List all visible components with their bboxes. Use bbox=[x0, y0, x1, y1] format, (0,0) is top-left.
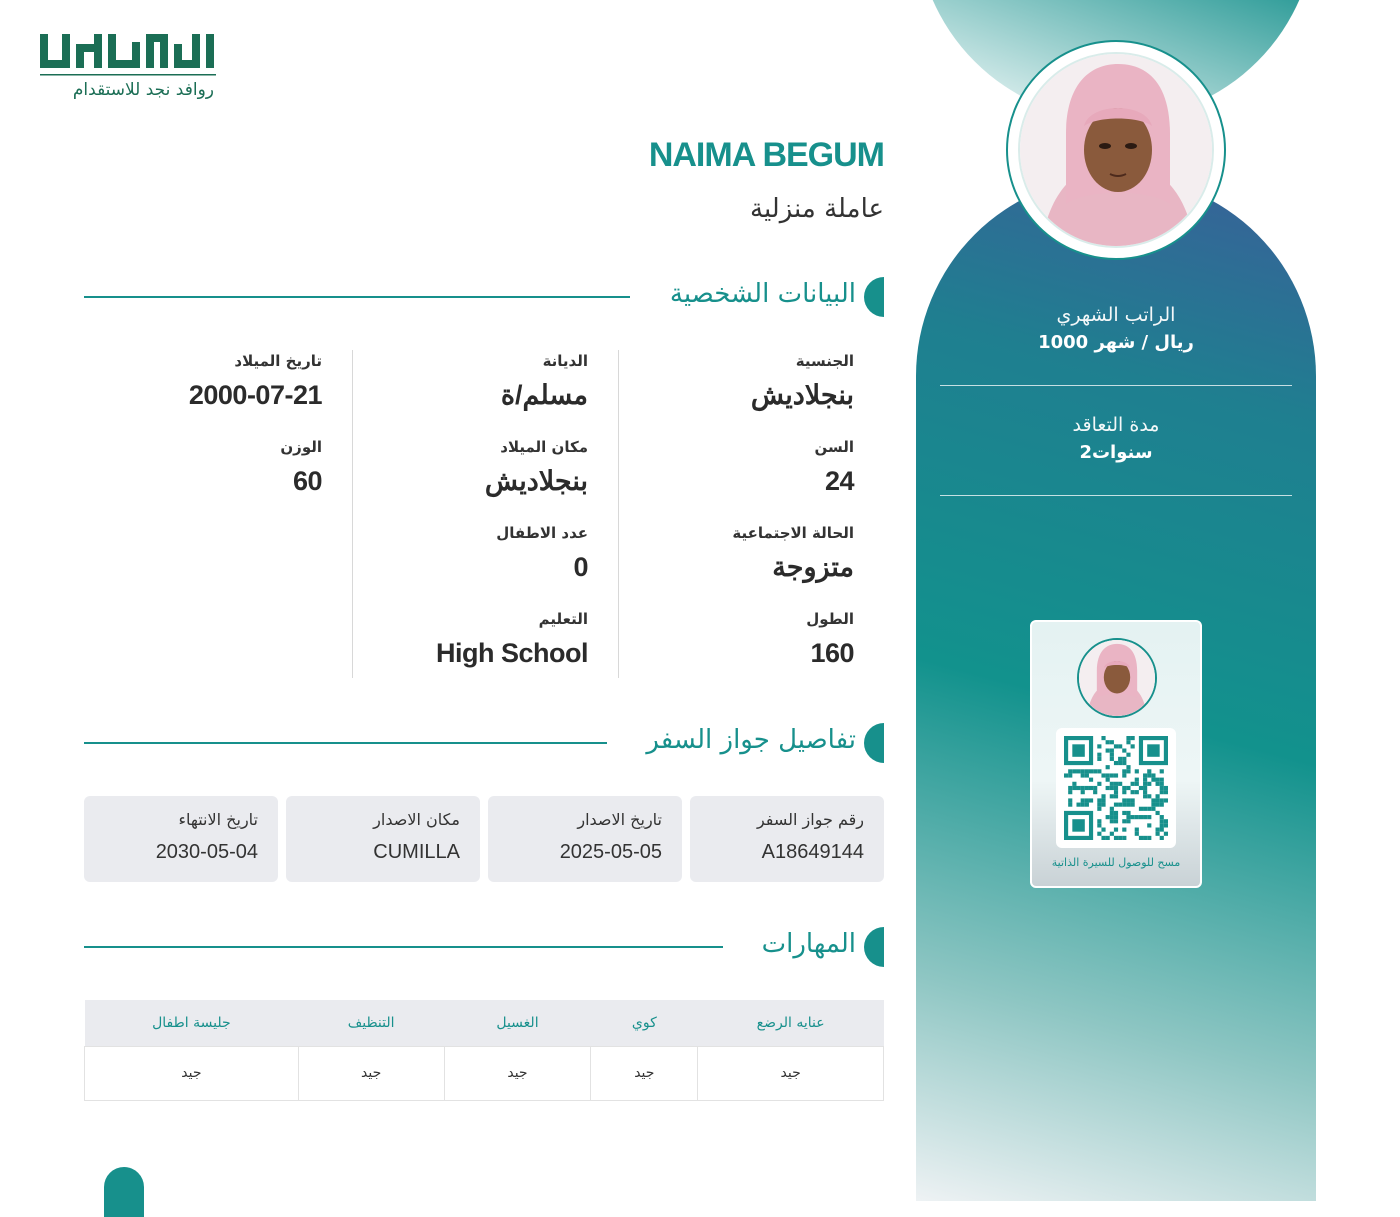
personal-column-2 bbox=[352, 350, 618, 678]
section-personal-heading bbox=[84, 277, 884, 319]
field-religion bbox=[501, 352, 588, 411]
contract-value: 2سنوات bbox=[1079, 442, 1153, 463]
passport-label: تاريخ الانتهاء bbox=[178, 810, 258, 829]
field-weight bbox=[280, 438, 322, 497]
field-education bbox=[436, 610, 588, 669]
side-divider bbox=[940, 385, 1292, 386]
field-value: بنجلاديش bbox=[750, 380, 854, 410]
skill-level: جيد bbox=[698, 1046, 884, 1100]
passport-number-card bbox=[690, 796, 884, 882]
candidate-name: NAIMA BEGUM bbox=[648, 136, 884, 174]
logo-mark-icon bbox=[38, 30, 218, 78]
field-label: الجنسية bbox=[795, 352, 854, 370]
passport-label: رقم جواز السفر bbox=[756, 810, 864, 829]
passport-label: مكان الاصدار bbox=[373, 810, 460, 829]
skill-level: جيد bbox=[591, 1046, 698, 1100]
field-value: 0 bbox=[573, 552, 588, 582]
skill-header: جليسة اطفال bbox=[85, 1000, 299, 1046]
field-label: عدد الاطفال bbox=[496, 524, 588, 542]
skill-level: جيد bbox=[444, 1046, 591, 1100]
field-birthdate bbox=[189, 352, 322, 411]
qr-code[interactable] bbox=[1056, 728, 1176, 848]
section-pill bbox=[864, 723, 884, 763]
passport-expiry-card bbox=[84, 796, 278, 882]
salary-value: 1000 ريال / شهر bbox=[1038, 332, 1194, 353]
job-title: عاملة منزلية bbox=[750, 194, 884, 224]
field-value: 24 bbox=[824, 466, 854, 496]
section-title: المهارات bbox=[761, 929, 856, 959]
skills-header-row bbox=[85, 1000, 884, 1046]
section-rule bbox=[84, 946, 723, 948]
side-divider bbox=[940, 495, 1292, 496]
field-value: مسلم/ة bbox=[500, 380, 588, 410]
field-value: High School bbox=[436, 638, 588, 668]
field-children bbox=[496, 524, 588, 583]
skill-level: جيد bbox=[85, 1046, 299, 1100]
passport-value: 2030-05-04 bbox=[155, 841, 258, 863]
skill-header: الغسيل bbox=[444, 1000, 591, 1046]
personal-column-3 bbox=[86, 350, 352, 678]
field-height bbox=[806, 610, 854, 669]
skill-header: عنايه الرضع bbox=[698, 1000, 884, 1046]
skills-table bbox=[84, 1000, 884, 1101]
skills-level-row bbox=[85, 1046, 884, 1100]
field-label: الحالة الاجتماعية bbox=[732, 524, 854, 542]
decorative-pill bbox=[104, 1167, 144, 1217]
qr-caption: مسح للوصول للسيرة الذاتية bbox=[1051, 856, 1181, 869]
salary-field bbox=[940, 304, 1292, 353]
passport-value: CUMILLA bbox=[373, 841, 460, 863]
passport-value: A18649144 bbox=[761, 841, 864, 863]
field-nationality bbox=[751, 352, 854, 411]
section-passport-heading bbox=[84, 723, 884, 765]
salary-label: الراتب الشهري bbox=[1056, 304, 1176, 326]
skill-header: التنظيف bbox=[298, 1000, 444, 1046]
qr-code-icon bbox=[1064, 736, 1168, 840]
skill-level: جيد bbox=[298, 1046, 444, 1100]
personal-column-1 bbox=[618, 350, 884, 678]
qr-card[interactable] bbox=[1030, 620, 1202, 888]
logo-tagline: روافد نجد للاستقدام bbox=[72, 80, 214, 100]
field-birthplace bbox=[485, 438, 588, 497]
section-pill bbox=[864, 277, 884, 317]
field-label: مكان الميلاد bbox=[500, 438, 588, 456]
skill-header: كوي bbox=[591, 1000, 698, 1046]
field-label: الطول bbox=[806, 610, 854, 628]
contract-label: مدة التعاقد bbox=[1072, 414, 1160, 436]
section-skills-heading bbox=[84, 927, 884, 969]
field-marital-status bbox=[732, 524, 854, 583]
passport-issue-date-card bbox=[488, 796, 682, 882]
field-value: 2000-07-21 bbox=[188, 380, 322, 410]
profile-photo bbox=[1018, 52, 1214, 248]
contract-field bbox=[940, 414, 1292, 463]
passport-value: 2025-05-05 bbox=[559, 841, 662, 863]
profile-photo-frame bbox=[1006, 40, 1226, 260]
section-rule bbox=[84, 296, 630, 298]
passport-label: تاريخ الاصدار bbox=[577, 810, 662, 829]
section-rule bbox=[84, 742, 607, 744]
field-value: بنجلاديش bbox=[484, 466, 588, 496]
section-title: تفاصيل جواز السفر bbox=[646, 725, 856, 755]
field-value: 160 bbox=[810, 638, 854, 668]
person-portrait-icon bbox=[1079, 640, 1155, 716]
field-label: التعليم bbox=[538, 610, 588, 628]
field-value: 60 bbox=[292, 466, 322, 496]
field-age bbox=[814, 438, 854, 497]
section-title: البيانات الشخصية bbox=[669, 279, 856, 309]
field-label: الوزن bbox=[280, 438, 322, 456]
field-label: تاريخ الميلاد bbox=[234, 352, 322, 370]
field-value: متزوجة bbox=[772, 552, 854, 582]
passport-issue-place-card bbox=[286, 796, 480, 882]
person-portrait-icon bbox=[1020, 54, 1214, 248]
section-pill bbox=[864, 927, 884, 967]
field-label: الديانة bbox=[542, 352, 588, 370]
field-label: السن bbox=[814, 438, 854, 456]
qr-avatar bbox=[1077, 638, 1157, 718]
